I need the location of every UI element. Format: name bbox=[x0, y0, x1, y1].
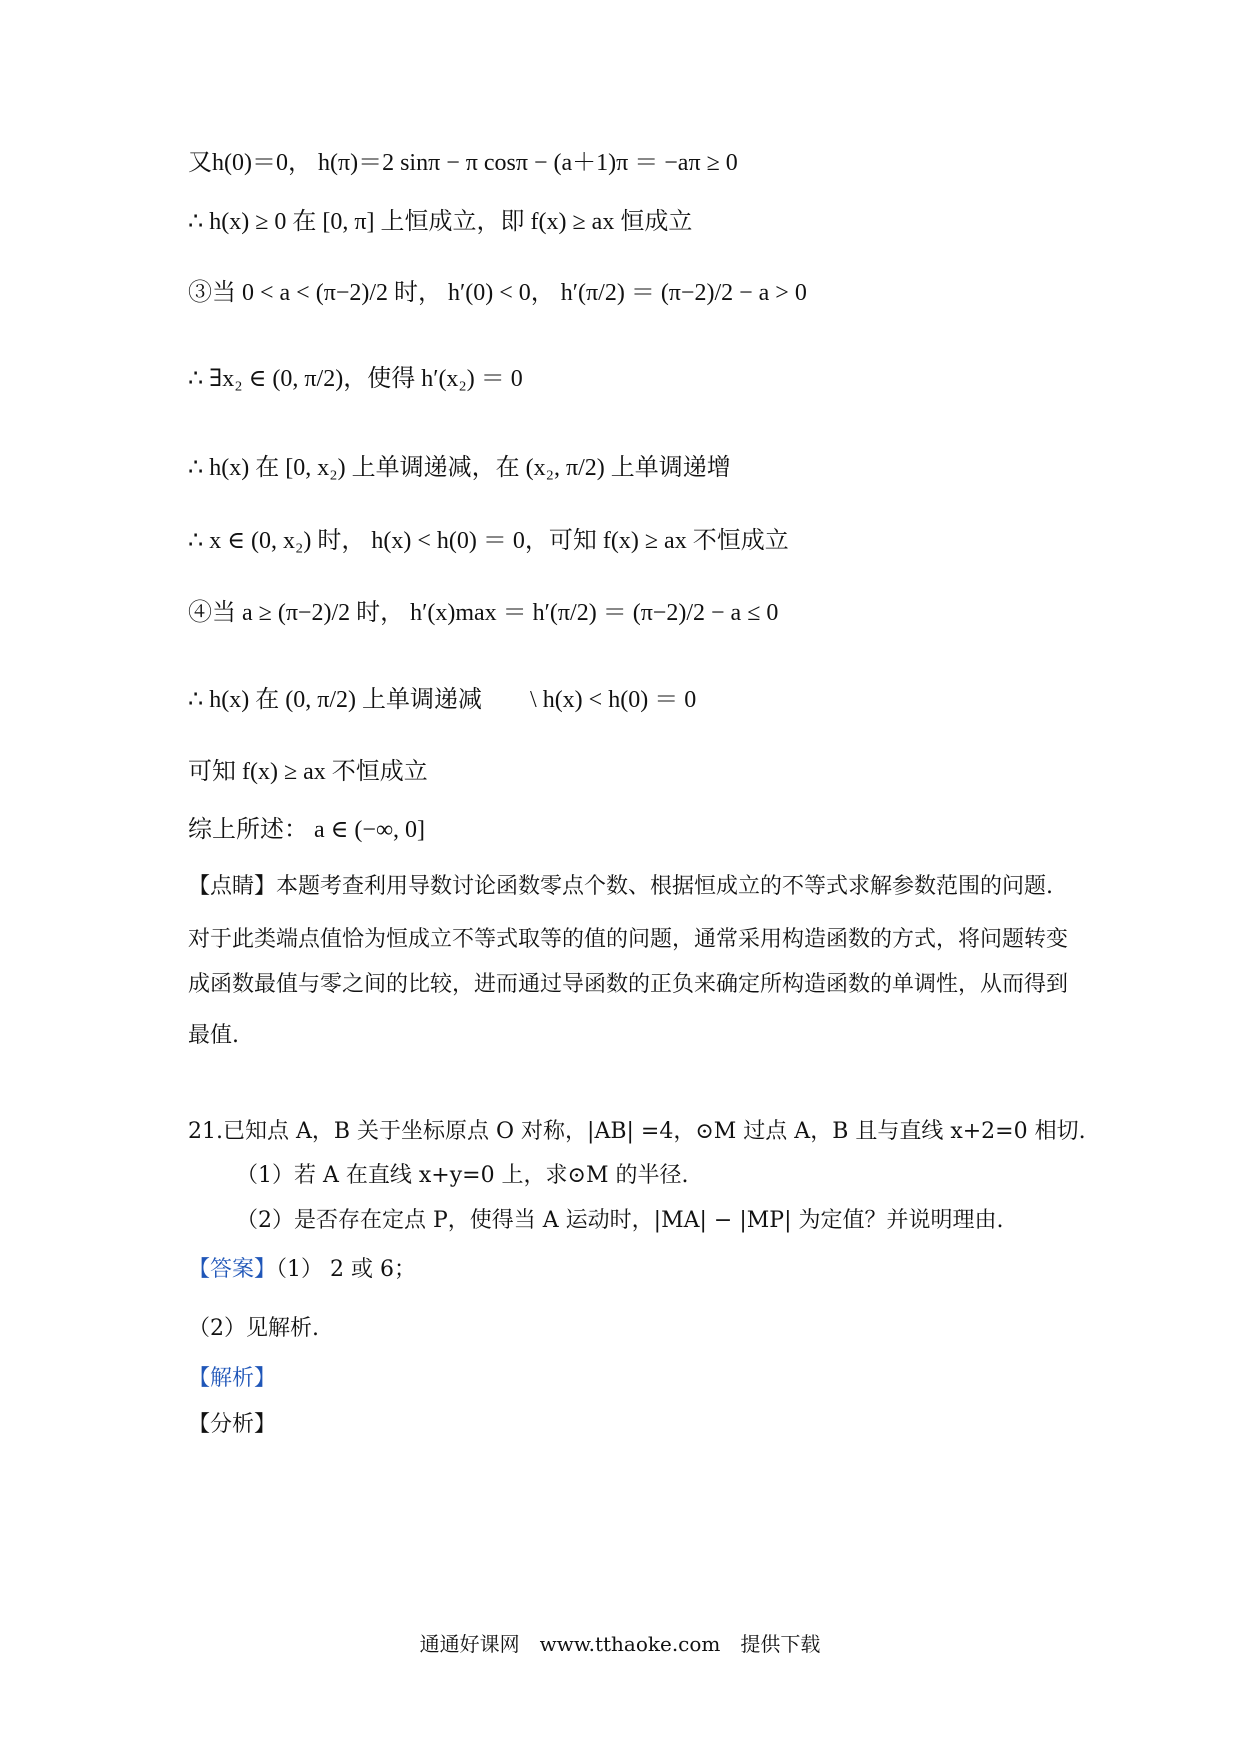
comment-text: 本题考查利用导数讨论函数零点个数、根据恒成立的不等式求解参数范围的问题. bbox=[276, 874, 1054, 899]
comment-line-4: 最值. bbox=[188, 1023, 239, 1048]
solution-line-2: ∴ h(x) ≥ 0 在 [0, π] 上恒成立，即 f(x) ≥ ax 恒成立 bbox=[188, 209, 693, 235]
comment-line-3: 成函数最值与零之间的比较，进而通过导函数的正负来确定所构造函数的单调性，从而得到 bbox=[188, 972, 1069, 997]
analysis-label: 【解析】 bbox=[188, 1366, 277, 1391]
solution-line-8: ∴ h(x) 在 (0, π/2) 上单调递减 \ h(x) < h(0) ＝ 0 bbox=[188, 687, 697, 713]
answer-part-2: （2）见解析. bbox=[188, 1316, 319, 1341]
solution-line-4: ∴ ∃x₂ ∈ (0, π/2)，使得 h′(x₂) ＝ 0 bbox=[188, 366, 523, 392]
solution-line-10: 综上所述： a ∈ (−∞, 0] bbox=[188, 817, 426, 843]
answer-label: 【答案】 bbox=[188, 1257, 277, 1282]
solution-line-7: ④当 a ≥ (π−2)/2 时， h′(x)max ＝ h′(π/2) ＝ (π−2)/2 − a ≤ 0 bbox=[188, 600, 779, 626]
comment-first-line bbox=[188, 872, 1053, 902]
fenxi-label: 【分析】 bbox=[188, 1412, 277, 1437]
question-stem: 21.已知点 A，B 关于坐标原点 O 对称，|AB| =4，⊙M 过点 A，B 且与直线 x+2=0 相切. bbox=[188, 1119, 1086, 1144]
solution-line-1: 又h(0)＝0， h(π)＝2 sinπ − π cosπ − (a＋1)π ＝ −aπ ≥ 0 bbox=[188, 150, 738, 176]
question-part-2: （2）是否存在定点 P，使得当 A 运动时，|MA| − |MP| 为定值？并说明理由. bbox=[236, 1208, 1004, 1233]
solution-line-6: ∴ x ∈ (0, x₂) 时， h(x) < h(0) ＝ 0，可知 f(x) ≥ ax 不恒成立 bbox=[188, 528, 789, 554]
solution-line-3: ③当 0 < a < (π−2)/2 时， h′(0) < 0， h′(π/2) ＝ (π−2)/2 − a > 0 bbox=[188, 280, 807, 306]
answer-line-1 bbox=[188, 1255, 416, 1285]
solution-line-9: 可知 f(x) ≥ ax 不恒成立 bbox=[188, 759, 428, 785]
question-part-1: （1）若 A 在直线 x+y=0 上，求⊙M 的半径. bbox=[236, 1163, 689, 1188]
comment-label: 【点睛】 bbox=[188, 874, 277, 899]
comment-line-2: 对于此类端点值恰为恒成立不等式取等的值的问题，通常采用构造函数的方式，将问题转变 bbox=[188, 927, 1069, 952]
answer-part-1: （1） 2 或 6； bbox=[276, 1257, 416, 1282]
solution-line-5: ∴ h(x) 在 [0, x₂) 上单调递减，在 (x₂, π/2) 上单调递增 bbox=[188, 455, 731, 481]
page-footer: 通通好课网 www.tthaoke.com 提供下载 bbox=[419, 1632, 821, 1656]
